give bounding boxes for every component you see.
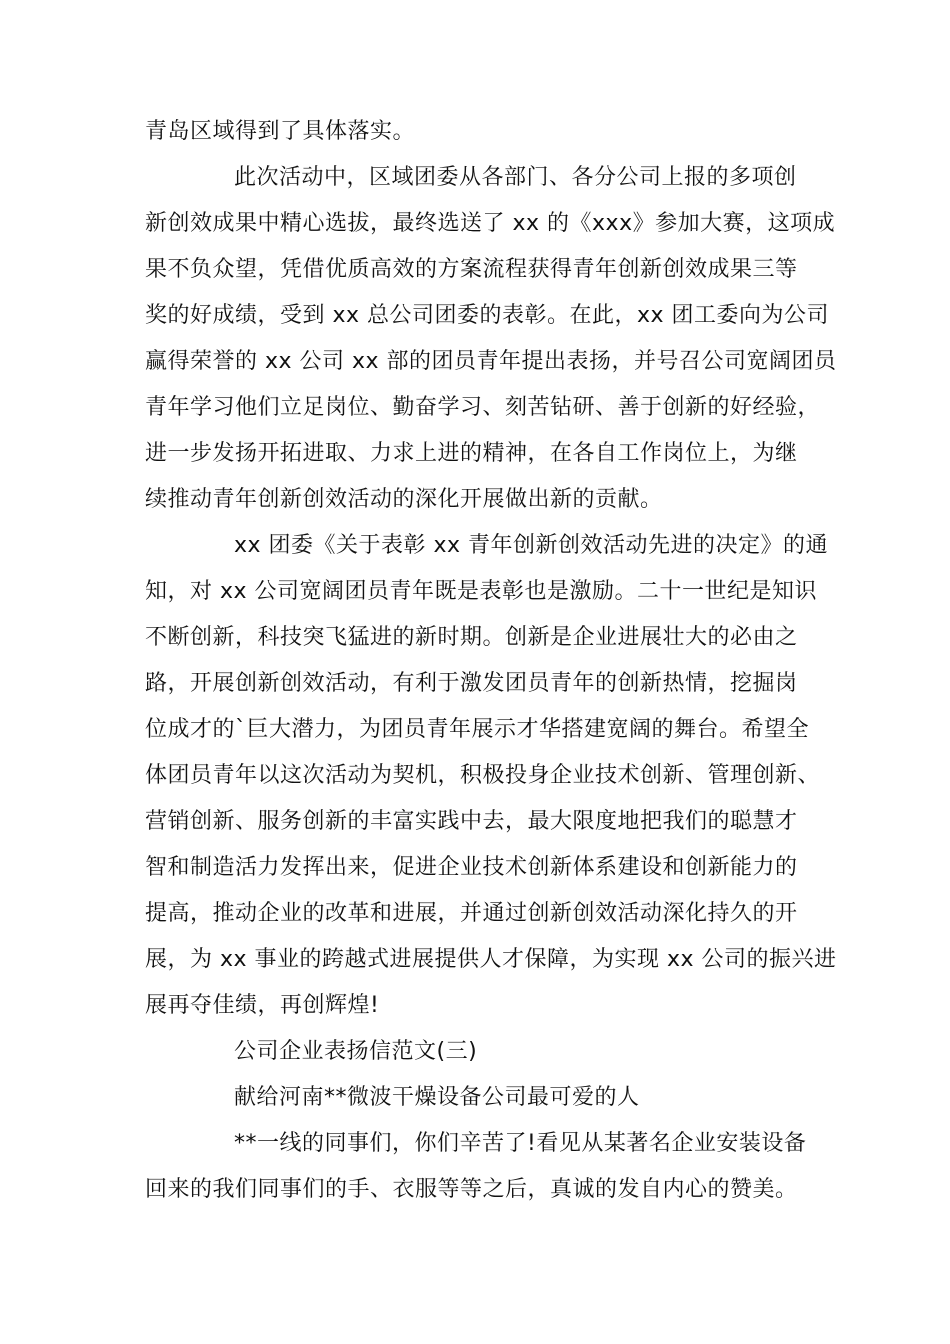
text-line: 赢得荣誉的 xx 公司 xx 部的团员青年提出表扬，并号召公司宽阔团员	[145, 349, 837, 374]
text-line: 青岛区域得到了具体落实。	[145, 119, 416, 144]
text-line: 展再夺佳绩，再创辉煌!	[145, 993, 380, 1018]
paragraph-start-line: **一线的同事们，你们辛苦了!看见从某著名企业安装设备	[234, 1131, 807, 1156]
text-line: 果不负众望，凭借优质高效的方案流程获得青年创新创效成果三等	[145, 257, 798, 282]
paragraph-start-line: xx 团委《关于表彰 xx 青年创新创效活动先进的决定》的通	[234, 533, 829, 558]
text-line: 位成才的`巨大潜力，为团员青年展示才华搭建宽阔的舞台。希望全	[145, 717, 810, 742]
text-line: 路，开展创新创效活动，有利于激发团员青年的创新热情，挖掘岗	[145, 671, 798, 696]
text-line: 知，对 xx 公司宽阔团员青年既是表彰也是激励。二十一世纪是知识	[145, 579, 818, 604]
text-line: 提高，推动企业的改革和进展，并通过创新创效活动深化持久的开	[145, 901, 798, 926]
text-line: 进一步发扬开拓进取、力求上进的精神，在各自工作岗位上，为继	[145, 441, 798, 466]
text-line: 青年学习他们立足岗位、勤奋学习、刻苦钻研、善于创新的好经验，	[145, 395, 821, 420]
text-line: 展，为 xx 事业的跨越式进展提供人才保障，为实现 xx 公司的振兴进	[145, 947, 837, 972]
letter-title: 献给河南**微波干燥设备公司最可爱的人	[234, 1085, 640, 1110]
paragraph-start-line: 此次活动中，区域团委从各部门、各分公司上报的多项创	[234, 165, 797, 190]
text-line: 不断创新，科技突飞猛进的新时期。创新是企业进展壮大的必由之	[145, 625, 798, 650]
text-line: 智和制造活力发挥出来，促进企业技术创新体系建设和创新能力的	[145, 855, 798, 880]
section-heading: 公司企业表扬信范文(三)	[234, 1039, 478, 1064]
text-line: 回来的我们同事们的手、衣服等等之后，真诚的发自内心的赞美。	[145, 1177, 798, 1202]
text-line: 营销创新、服务创新的丰富实践中去，最大限度地把我们的聪慧才	[145, 809, 798, 834]
text-line: 新创效成果中精心选拔，最终选送了 xx 的《xxx》参加大赛，这项成	[145, 211, 836, 236]
text-line: 体团员青年以这次活动为契机，积极投身企业技术创新、管理创新、	[145, 763, 821, 788]
text-line: 奖的好成绩，受到 xx 总公司团委的表彰。在此，xx 团工委向为公司	[145, 303, 830, 328]
text-line: 续推动青年创新创效活动的深化开展做出新的贡献。	[145, 487, 663, 512]
